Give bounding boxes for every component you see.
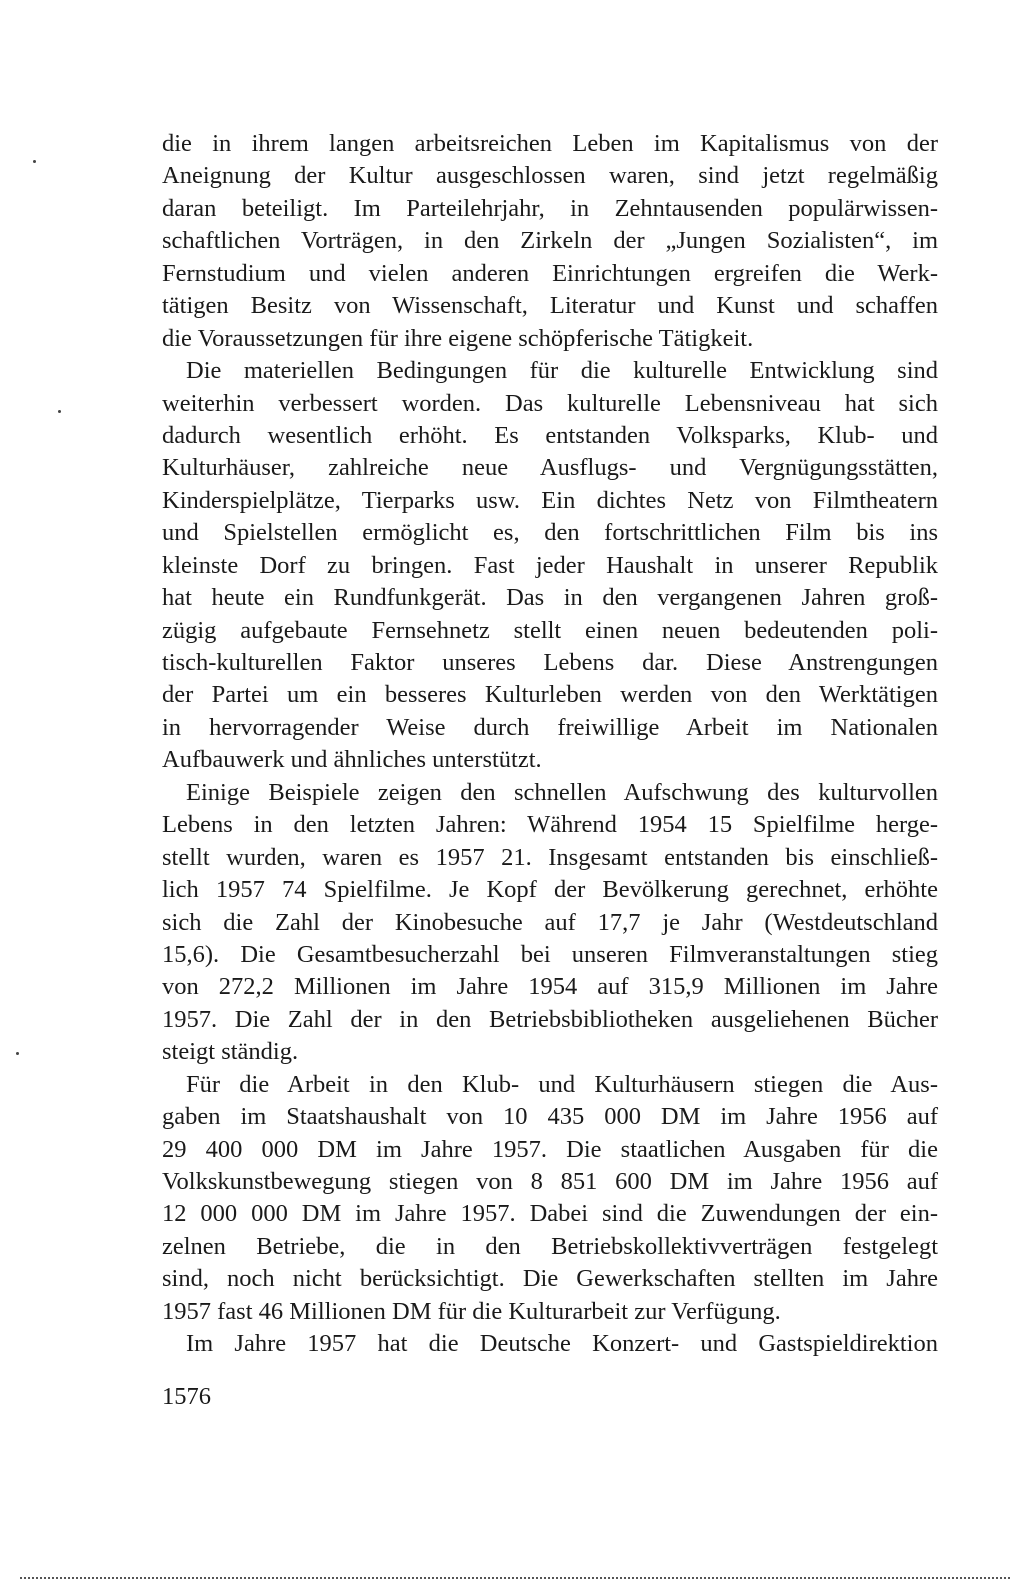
text-line: Einige Beispiele zeigen den schnellen Aufschwung des kulturvollen <box>186 778 938 806</box>
text-line: kleinste Dorf zu bringen. Fast jeder Haushalt in unserer Republik <box>162 551 938 579</box>
text-line: zelnen Betriebe, die in den Betriebskollektivverträgen festgelegt <box>162 1232 938 1260</box>
text-line: 29 400 000 DM im Jahre 1957. Die staatlichen Ausgaben für die <box>162 1135 938 1163</box>
text-line: die in ihrem langen arbeitsreichen Leben im Kapitalismus von der <box>162 130 938 157</box>
text-line: Fernstudium und vielen anderen Einrichtungen ergreifen die Werk- <box>162 259 938 287</box>
text-line: von 272,2 Millionen im Jahre 1954 auf 315,9 Millionen im Jahre <box>162 973 938 1001</box>
text-line: der Partei um ein besseres Kulturleben werden von den Werktätigen <box>162 681 938 709</box>
scan-speck <box>33 160 36 163</box>
text-line: Kinderspielplätze, Tierparks usw. Ein dichtes Netz von Filmtheatern <box>162 486 938 514</box>
text-line: 1957 fast 46 Millionen DM für die Kulturarbeit zur Verfügung. <box>162 1297 781 1325</box>
text-line: tisch-kulturellen Faktor unseres Lebens dar. Diese Anstrengungen <box>162 649 938 676</box>
text-line: Lebens in den letzten Jahren: Während 1954 15 Spielfilme herge- <box>162 811 938 839</box>
text-line: 15,6). Die Gesamtbesucherzahl bei unseren Filmveranstaltungen stieg <box>162 940 938 968</box>
scan-speck <box>58 410 61 413</box>
body-text <box>162 128 938 1361</box>
text-line: gaben im Staatshaushalt von 10 435 000 DM im Jahre 1956 auf <box>162 1103 938 1131</box>
text-line: zügig aufgebaute Fernsehnetz stellt einen neuen bedeutenden poli- <box>162 616 938 644</box>
text-line: steigt ständig. <box>162 1038 299 1066</box>
text-line: dadurch wesentlich erhöht. Es entstanden Volksparks, Klub- und <box>162 421 938 449</box>
text-line: die Voraussetzungen für ihre eigene schöpferische Tätigkeit. <box>162 324 754 352</box>
page-number: 1576 <box>162 1383 211 1410</box>
text-line: schaftlichen Vorträgen, in den Zirkeln der „Jungen Sozialisten“, im <box>162 227 938 255</box>
text-line: in hervorragender Weise durch freiwillige Arbeit im Nationalen <box>162 713 938 741</box>
text-line: Die materiellen Bedingungen für die kulturelle Entwicklung sind <box>186 357 938 385</box>
text-line: Kulturhäuser, zahlreiche neue Ausflugs- und Vergnügungsstätten, <box>162 454 938 482</box>
text-line: Für die Arbeit in den Klub- und Kulturhäusern stiegen die Aus- <box>186 1070 938 1098</box>
text-line: weiterhin verbessert worden. Das kulturelle Lebensniveau hat sich <box>162 389 938 417</box>
text-line: sich die Zahl der Kinobesuche auf 17,7 je Jahr (Westdeutschland <box>162 908 938 936</box>
text-line: stellt wurden, waren es 1957 21. Insgesamt entstanden bis einschließ- <box>162 843 938 871</box>
text-line: lich 1957 74 Spielfilme. Je Kopf der Bevölkerung gerechnet, erhöhte <box>162 876 938 904</box>
scan-edge-line <box>20 1577 1010 1579</box>
text-line: sind, noch nicht berücksichtigt. Die Gewerkschaften stellten im Jahre <box>162 1265 938 1293</box>
text-line: daran beteiligt. Im Parteilehrjahr, in Zehntausenden populärwissen- <box>162 194 938 222</box>
text-line: tätigen Besitz von Wissenschaft, Literatur und Kunst und schaffen <box>162 292 938 320</box>
text-line: Aufbauwerk und ähnliches unterstützt. <box>162 746 542 774</box>
text-line: Aneignung der Kultur ausgeschlossen waren, sind jetzt regelmäßig <box>162 162 938 190</box>
text-line: 1957. Die Zahl der in den Betriebsbibliotheken ausgeliehenen Bücher <box>162 1005 938 1033</box>
text-line: und Spielstellen ermöglicht es, den fortschrittlichen Film bis ins <box>162 519 938 547</box>
text-line: 12 000 000 DM im Jahre 1957. Dabei sind die Zuwendungen der ein- <box>162 1200 938 1228</box>
scan-speck <box>16 1052 19 1055</box>
text-line: Im Jahre 1957 hat die Deutsche Konzert- und Gastspieldirektion <box>186 1330 938 1358</box>
text-line: hat heute ein Rundfunkgerät. Das in den vergangenen Jahren groß- <box>162 584 938 612</box>
text-line: Volkskunstbewegung stiegen von 8 851 600 DM im Jahre 1956 auf <box>162 1168 938 1195</box>
